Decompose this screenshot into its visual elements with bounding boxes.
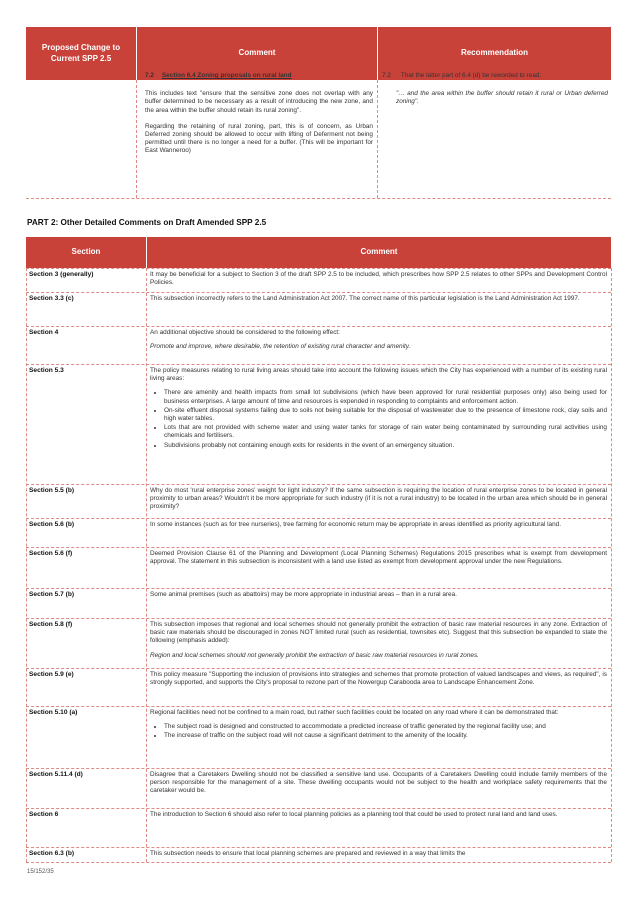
comment-paragraph-2: Regarding the retaining of rural zoning, part, this is of concern, as Urban Deferred zoning should be allowed to occur with lifting of Deferment not being permitted until there is no longer a need for a buffer. (This will be important for East Wanneroo) (145, 122, 373, 155)
part2-header-comment (147, 237, 611, 268)
section-comment (150, 811, 607, 825)
comment-paragraph: Why do most 'rural enterprise zones' weight for light industry? If the same subsection is requiring the location of rural enterprise zones to be located in general proximity to urban areas? Wouldn't it be more appropriate for such industry (if it is not a rural industry) to be located in the urban area which should be in general proximity? (150, 487, 607, 511)
comment-paragraph: Region and local schemes should not generally prohibit the extraction of basic raw material resources in rural zones. (150, 651, 479, 659)
comment-bullet: • On-site effluent disposal systems failing due to soils not being suitable for the disposal of wastewater due to the presence of limestone rock, clay soils and high water tables. (164, 407, 607, 423)
section-label: Section 6.3 (b) (29, 850, 75, 857)
comment-bullet-list (150, 723, 607, 740)
comment-bullet-list (150, 389, 607, 449)
recommendation-text-1: That the latter part of 6.4 (d) be reworded to read: (400, 72, 542, 79)
section-label: Section 5.9 (e) (29, 671, 74, 678)
top-header-col1-label: Proposed Change to Current SPP 2.5 (41, 43, 121, 63)
comment-paragraph: This subsection imposes that regional and local schemes should not generally prohibit the extraction of basic raw material resources in any zone. Extraction of basic raw materials should be discouraged in zones NOT limited rural (such as residential, townsites etc). Suggest that this subsection be expanded to state the following (emphasis added): (150, 621, 607, 645)
section-label: Section 3 (generally) (29, 271, 94, 278)
footer-reference: 15/152/35 (27, 869, 54, 875)
comment-bullet: • The subject road is designed and constructed to accommodate a predicted increase of traffic generated by the regional facility use; and (164, 723, 607, 731)
top-recommendation-cell (382, 72, 608, 107)
section-comment (150, 550, 607, 572)
comment-paragraph: Some animal premises (such as abattoirs) may be more appropriate in industrial areas – than in a rural area. (150, 591, 457, 598)
comment-bullet: • There are amenity and health impacts from small lot subdivisions (which have been approved for rural residential purposes only) also being used for business enterprises. A large amount of time and resources is expended in responding to complaints and enforcement action. (164, 389, 607, 405)
comment-paragraph-1: This includes text "ensure that the sensitive zone does not overlap with any buffer determined to be necessary as a result of introducing the new zone, and the area within the buffer should retain its rural zoning". (145, 90, 373, 114)
section-comment (150, 367, 607, 451)
comment-number: 7.2 (145, 72, 154, 79)
section-label: Section 5.3 (29, 367, 64, 374)
section-comment (150, 709, 607, 742)
comment-paragraph: The policy measures relating to rural living areas should take into account the following issues which the City has experienced with a number of its existing rural living areas: (150, 367, 607, 383)
section-label: Section 5.6 (f) (29, 550, 73, 557)
part2-header-comment-label: Comment (360, 247, 398, 257)
comment-bullet: • Lots that are not provided with scheme water and using water tanks for storage of rain water being contaminated by surrounding rural activities using chemicals and fertilisers. (164, 424, 607, 440)
section-label: Section 3.3 (c) (29, 295, 74, 302)
recommendation-number: 7.2 (382, 72, 391, 79)
comment-paragraph: Deemed Provision Clause 61 of the Planning and Development (Local Planning Schemes) Regulations 2015 prescribes what is exempt from development approval. The statement in this subsection is inconsistent with a land use listed as exempt from development approval under the new Regulations. (150, 550, 607, 566)
comment-paragraph: It may be beneficial for a subject to Section 3 of the draft SPP 2.5 to be included, which prescribes how SPP 2.5 relates to other SPPs and Development Control Policies. (150, 271, 607, 287)
section-comment (150, 487, 607, 518)
section-label: Section 5.8 (f) (29, 621, 73, 628)
top-comment-cell (145, 72, 373, 162)
section-comment (150, 591, 607, 605)
part2-heading: PART 2: Other Detailed Comments on Draft Amended SPP 2.5 (27, 218, 267, 227)
section-comment (150, 671, 607, 693)
part2-header-section-label: Section (71, 247, 101, 257)
section-comment (150, 271, 607, 293)
section-comment (150, 295, 607, 309)
comment-paragraph: An additional objective should be considered to the following effect: (150, 329, 340, 336)
section-comment (150, 621, 607, 666)
comment-paragraph: This policy measure "Supporting the inclusion of provisions into strategies and schemes that promote protection of valued landscapes and views, as required", is strongly supported, and supports the City's proposal to rezone part of the Nowergup Carabooda area to Landscape Enhancement Zone. (150, 671, 607, 687)
comment-bullet: • Subdivisions probably not containing enough exits for residents in the event of an emergency situation. (164, 442, 607, 450)
section-label: Section 6 (29, 811, 59, 818)
section-comment (150, 521, 607, 535)
comment-paragraph: This subsection incorrectly refers to the Land Administration Act 2007. The correct name of this particular legislation is the Land Administration Act 1997. (150, 295, 580, 302)
section-label: Section 5.11.4 (d) (29, 771, 83, 778)
section-label: Section 5.10 (a) (29, 709, 78, 716)
section-label: Section 5.7 (b) (29, 591, 75, 598)
section-comment (150, 771, 607, 802)
section-label: Section 4 (29, 329, 59, 336)
comment-paragraph: Disagree that a Caretakers Dwelling should not be classified a sensitive land use. Occupants of a Caretakers Dwelling could include family members of the person responsible for the management of a site. These dwelling occupants would not be subject to the health and workplace safety requirements that the caretaker would be. (150, 771, 607, 795)
comment-title: Section 6.4 Zoning proposals on rural land (161, 72, 292, 79)
top-header-col3-label: Recommendation (460, 48, 529, 58)
part2-header-section (26, 237, 146, 268)
comment-paragraph: Regional facilities need not be confined to a main road, but rather such facilities could be located on any road where it can be demonstrated that: (150, 709, 559, 716)
top-header-col1 (26, 27, 136, 80)
section-label: Section 5.6 (b) (29, 521, 75, 528)
section-label: Section 5.5 (b) (29, 487, 75, 494)
recommendation-text-2: "… and the area within the buffer should retain it rural or Urban deferred zoning". (396, 90, 608, 106)
comment-paragraph: The introduction to Section 6 should also refer to local planning policies as a planning tool that could be used to protect rural land and land uses. (150, 811, 558, 818)
comment-bullet: • The increase of traffic on the subject road will not cause a significant detriment to the amenity of the locality. (164, 732, 607, 740)
comment-paragraph: In some instances (such as for tree nurseries), tree farming for economic return may be appropriate in areas identified as priority agricultural land. (150, 521, 561, 528)
comment-paragraph: Promote and improve, where desirable, the retention of existing rural character and amenity. (150, 343, 411, 351)
top-header-col2-label: Comment (238, 48, 276, 58)
section-comment (150, 329, 607, 357)
comment-paragraph: This subsection needs to ensure that local planning schemes are prepared and reviewed in a way that limits the (150, 850, 466, 857)
